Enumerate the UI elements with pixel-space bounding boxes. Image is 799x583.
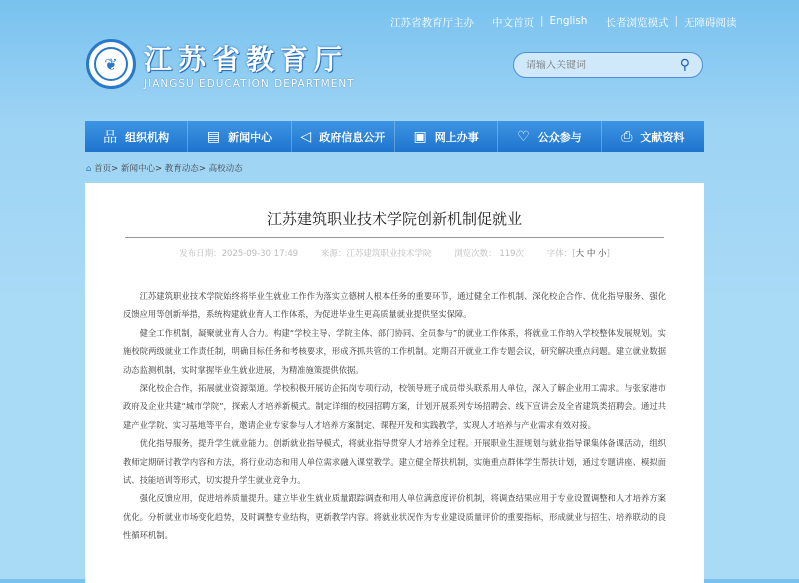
nav-label: 网上办事 <box>434 130 479 144</box>
nav-label: 公众参与 <box>537 130 582 144</box>
paragraph: 优化指导服务，提升学生就业能力。创新就业指导模式，将就业指导贯穿人才培养全过程。开展职业生涯规划与就业指导课集体备课活动，组织教师定期研讨教学内容和方法，将行业动态和用人单位需求融入课堂教学。建立健全帮扶机制，实施重点群体学生帮扶计划，通过专题讲座、模拟面试、技能培训等形式，切实提升学生就业竞争力。 <box>123 438 666 486</box>
sponsor-text: 江苏省教育厅主办 <box>390 17 474 29</box>
paragraph: 江苏建筑职业技术学院始终将毕业生就业工作作为落实立德树人根本任务的重要环节，通过健全工作机制、深化校企合作、优化指导服务、强化反馈应用等创新举措，系统构建就业育人工作体系，为促进毕业生更高质量就业提供坚实保障。 <box>123 291 666 320</box>
printer-icon: ⎙ <box>621 128 633 145</box>
home-icon: ⌂ <box>86 164 92 174</box>
nav-label: 政府信息公开 <box>319 130 386 144</box>
document-icon: ▤ <box>206 128 221 145</box>
publish-date: 发布日期：2025-09-30 17:49 <box>179 249 299 259</box>
font-mid[interactable]: 中 <box>586 249 596 259</box>
emblem-icon: ❦ <box>86 39 136 89</box>
nav-public[interactable] <box>498 121 601 152</box>
nav-online-services[interactable] <box>395 121 498 152</box>
english-link[interactable]: English <box>549 15 588 27</box>
nav-org[interactable] <box>85 121 188 152</box>
nav-label: 文献资料 <box>640 130 685 144</box>
breadcrumb-home[interactable]: 首页 <box>94 164 112 174</box>
search-box <box>513 52 703 78</box>
brand-en: JIANGSU EDUCATION DEPARTMENT <box>144 78 355 90</box>
accessible-link[interactable]: 无障碍阅读 <box>684 17 737 29</box>
main-nav <box>85 121 704 152</box>
view-count: 浏览次数： 119次 <box>454 249 525 259</box>
brand-cn: 江苏省教育厅 <box>144 43 349 76</box>
nav-label: 新闻中心 <box>228 130 273 144</box>
article-panel <box>85 183 704 583</box>
paragraph: 健全工作机制，凝聚就业育人合力。构建“学校主导、学院主体、部门协同、全员参与”的就业工作体系，将就业工作纳入学校整体发展规划。实施校院两级就业工作责任制，明确目标任务和考核要求，形成齐抓共管的工作机制。定期召开就业工作专题会议，研究解决重点问题。建立就业数据动态监测机制，实时掌握毕业生就业进展，为精准施策提供依据。 <box>123 327 666 375</box>
font-small[interactable]: 小 <box>598 249 607 259</box>
breadcrumb: ⌂ 首页> 新闻中心> 教育动态> 高校动态 <box>86 164 243 174</box>
source: 来源：江苏建筑职业技术学院 <box>320 249 432 259</box>
paragraph: 深化校企合作，拓展就业资源渠道。学校积极开展访企拓岗专项行动，校领导班子成员带头联系用人单位，深入了解企业用工需求。与张家港市政府及企业共建“城市学院”，探索人才培养新模式。制定详细的校园招聘方案，计划开展系列专场招聘会、线下宣讲会及全省建筑类招聘会。通过共建产业学院、实习基地等平台，邀请企业专家参与人才培养方案制定、课程开发和实践教学，实现人才培养与产业需求有效对接。 <box>123 383 666 430</box>
heart-icon: ♡ <box>517 128 530 145</box>
article-body <box>123 287 666 545</box>
paragraph: 强化反馈应用，促进培养质量提升。建立毕业生就业质量跟踪调查和用人单位满意度评价机制，将调查结果应用于专业设置调整和人才培养方案优化。分析就业市场变化趋势，及时调整专业结构，更新教学内容。将就业状况作为专业建设质量评价的重要指标，形成就业与招生、培养联动的良性循环机制。 <box>123 493 666 541</box>
nav-news[interactable] <box>188 121 291 152</box>
font-big[interactable]: 大 <box>575 249 585 259</box>
elder-mode-link[interactable]: 长者浏览模式 <box>605 17 669 29</box>
monitor-icon: ▣ <box>413 128 427 145</box>
breadcrumb-news[interactable]: 新闻中心 <box>120 164 155 174</box>
nav-docs[interactable] <box>602 121 704 152</box>
org-chart-icon: 品 <box>103 129 118 146</box>
open-info-icon: ◁ <box>300 128 312 145</box>
divider: | <box>540 15 544 27</box>
search-icon[interactable]: ⚲ <box>679 57 690 73</box>
article-title: 江苏建筑职业技术学院创新机制促就业 <box>266 210 522 228</box>
font-label: 字体： <box>546 249 573 259</box>
nav-label: 组织机构 <box>125 130 170 144</box>
breadcrumb-college[interactable]: 高校动态 <box>208 164 243 174</box>
nav-open-info[interactable] <box>292 121 395 152</box>
top-links <box>390 15 737 30</box>
divider: | <box>674 15 679 27</box>
divider <box>125 237 664 238</box>
article-meta <box>85 247 704 259</box>
breadcrumb-edu[interactable]: 教育动态 <box>164 164 199 174</box>
home-cn-link[interactable]: 中文首页 <box>492 17 534 29</box>
site-logo[interactable] <box>86 38 355 90</box>
font-size-control: 字体：[大 中 小] <box>546 249 610 259</box>
search-input[interactable] <box>526 60 680 71</box>
